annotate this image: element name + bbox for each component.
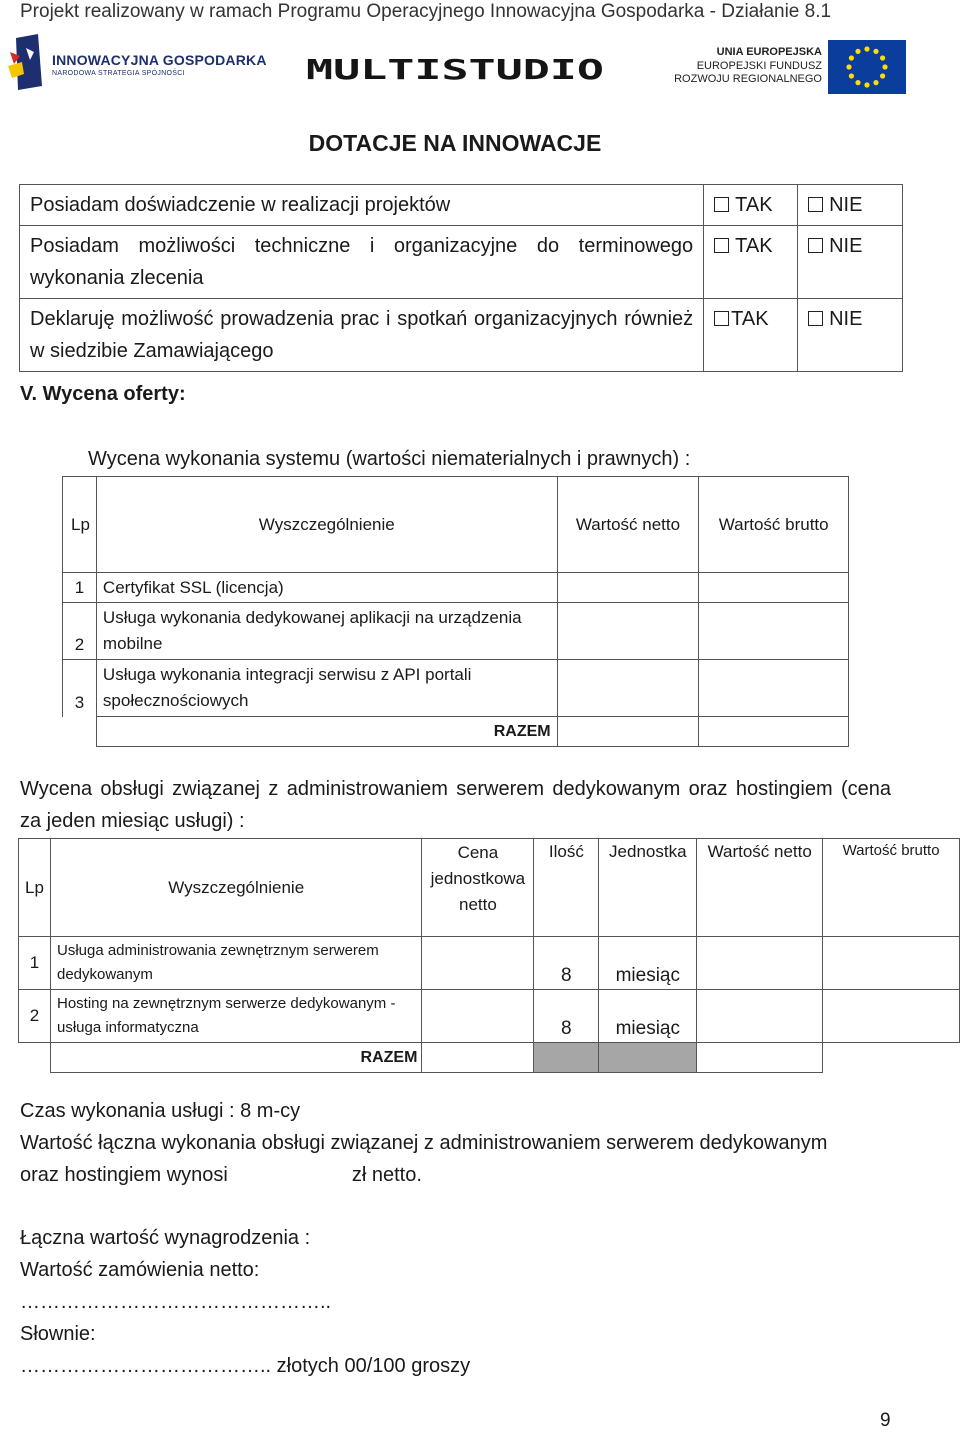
row-lp: 1 [19, 937, 51, 990]
company-name: MULTISTUDIO [306, 56, 604, 84]
innowacyjna-gospodarka-logo [8, 32, 267, 94]
declaration-row [20, 299, 903, 372]
document-title: DOTACJE NA INNOWACJE [308, 130, 602, 156]
header-net-value: Wartość netto [697, 839, 823, 937]
eu-star-icon [849, 73, 854, 78]
yes-option[interactable] [704, 299, 798, 372]
eu-star-icon [864, 46, 869, 51]
eu-flag-icon [828, 40, 906, 94]
hosting-pricing-table [18, 838, 960, 1073]
checkbox-icon[interactable] [714, 197, 729, 212]
in-words-line[interactable]: ……………………………….. złotych 00/100 groszy [20, 1355, 471, 1377]
eu-logo [674, 38, 910, 94]
yes-label: TAK [731, 308, 769, 330]
eu-star-icon [849, 55, 854, 60]
no-option[interactable] [798, 226, 903, 299]
multistudio-logo [304, 56, 606, 84]
in-words-label: Słownie: [20, 1323, 96, 1345]
empty-cell [63, 717, 97, 747]
unit-price-cell[interactable] [422, 937, 534, 990]
row-item: Usługa wykonania integracji serwisu z API portali społecznościowych [96, 660, 557, 717]
empty-cell [823, 1043, 960, 1073]
yes-label: TAK [735, 235, 773, 257]
ig-flag-icon [8, 34, 42, 90]
total-unit-price-cell[interactable] [422, 1043, 534, 1073]
header-lp: Lp [63, 477, 97, 573]
row-item: Certyfikat SSL (licencja) [96, 573, 557, 603]
header-item: Wyszczególnienie [50, 839, 421, 937]
total-gross-cell[interactable] [699, 717, 849, 747]
total-net-cell[interactable] [557, 717, 699, 747]
declaration-question: Deklaruję możliwość prowadzenia prac i spotkań organizacyjnych również w siedzibie Zamawiającego [20, 299, 704, 372]
ig-logo-subtitle: NARODOWA STRATEGIA SPÓJNOŚCI [52, 70, 185, 77]
table-row [19, 990, 960, 1043]
table-row [19, 937, 960, 990]
gross-value-cell[interactable] [699, 573, 849, 603]
row-lp: 2 [19, 990, 51, 1043]
row-unit: miesiąc [599, 990, 697, 1043]
gross-value-cell[interactable] [823, 990, 960, 1043]
unit-price-cell[interactable] [422, 990, 534, 1043]
no-label: NIE [829, 235, 863, 257]
yes-option[interactable] [704, 185, 798, 226]
header-item: Wyszczególnienie [96, 477, 557, 573]
row-item: Usługa administrowania zewnętrznym serwerem dedykowanym [50, 937, 421, 990]
hosting-total-line: Wartość łączna wykonania obsługi związanej z administrowaniem serwerem dedykowanym [20, 1132, 828, 1154]
no-option[interactable] [798, 299, 903, 372]
row-quantity: 8 [534, 990, 599, 1043]
ig-logo-title: INNOWACYJNA GOSPODARKA [52, 52, 267, 68]
net-value-cell[interactable] [697, 990, 823, 1043]
program-header-line: Projekt realizowany w ramach Programu Operacyjnego Innowacyjna Gospodarka - Działanie 8.1 [20, 1, 832, 22]
eu-star-icon [880, 55, 885, 60]
table-row [63, 573, 849, 603]
total-label: RAZEM [50, 1043, 421, 1073]
row-lp: 3 [63, 660, 97, 717]
table-row [63, 660, 849, 717]
net-value-cell[interactable] [557, 573, 699, 603]
section-title: V. Wycena oferty: [20, 383, 186, 405]
no-label: NIE [829, 194, 863, 216]
checkbox-icon[interactable] [808, 238, 823, 253]
no-label: NIE [829, 308, 863, 330]
declaration-row [20, 226, 903, 299]
hosting-pricing-heading: Wycena obsługi związanej z administrowaniem serwerem dedykowanym oraz hostingiem (cena za jeden miesiąc usługi) : [20, 778, 891, 832]
row-item: Usługa wykonania dedykowanej aplikacji na urządzenia mobilne [96, 603, 557, 660]
table-row [63, 603, 849, 660]
eu-star-icon [873, 80, 878, 85]
gross-value-cell[interactable] [699, 603, 849, 660]
yes-label: TAK [735, 194, 773, 216]
net-value-cell[interactable] [697, 937, 823, 990]
empty-cell [19, 1043, 51, 1073]
total-remuneration-label: Łączna wartość wynagrodzenia : [20, 1227, 311, 1249]
yes-option[interactable] [704, 226, 798, 299]
declaration-question: Posiadam możliwości techniczne i organizacyjne do terminowego wykonania zlecenia [20, 226, 704, 299]
table-header-row [63, 477, 849, 573]
eu-logo-line3: ROZWOJU REGIONALNEGO [674, 73, 822, 85]
checkbox-icon[interactable] [808, 311, 823, 326]
hosting-total-currency: zł netto. [351, 1164, 422, 1186]
system-pricing-table [62, 476, 849, 747]
header-gross-value: Wartość brutto [699, 477, 849, 573]
multistudio-wordmark [304, 56, 606, 84]
checkbox-icon[interactable] [714, 311, 729, 326]
eu-star-icon [873, 49, 878, 54]
row-quantity: 8 [534, 937, 599, 990]
header-lp: Lp [19, 839, 51, 937]
total-label: RAZEM [96, 717, 557, 747]
declarations-table [19, 184, 903, 372]
declaration-question: Posiadam doświadczenie w realizacji projektów [20, 185, 704, 226]
page-number: 9 [880, 1410, 891, 1431]
gross-value-cell[interactable] [699, 660, 849, 717]
row-item: Hosting na zewnętrznym serwerze dedykowanym - usługa informatyczna [50, 990, 421, 1043]
eu-star-icon [880, 73, 885, 78]
eu-star-icon [882, 64, 887, 69]
duration-line: Czas wykonania usługi : 8 m-cy [20, 1100, 301, 1122]
net-value-cell[interactable] [557, 660, 699, 717]
net-value-dots[interactable]: ……………………………………….. [20, 1291, 332, 1313]
eu-star-icon [855, 49, 860, 54]
eu-logo-line1: UNIA EUROPEJSKA [716, 46, 822, 58]
gross-value-cell[interactable] [823, 937, 960, 990]
net-value-label: Wartość zamówienia netto: [20, 1259, 260, 1281]
net-value-cell[interactable] [557, 603, 699, 660]
row-unit: miesiąc [599, 937, 697, 990]
hosting-total-text: oraz hostingiem wynosi [20, 1164, 228, 1186]
checkbox-icon[interactable] [808, 197, 823, 212]
row-lp: 2 [63, 603, 97, 660]
hosting-total-line-2 [20, 1159, 422, 1191]
eu-logo-line2: EUROPEJSKI FUNDUSZ [696, 60, 822, 72]
declaration-row [20, 185, 903, 226]
total-net-cell[interactable] [697, 1043, 823, 1073]
no-option[interactable] [798, 185, 903, 226]
shaded-cell [599, 1043, 697, 1073]
table-total-row [63, 717, 849, 747]
shaded-cell [534, 1043, 599, 1073]
header-net-value: Wartość netto [557, 477, 699, 573]
eu-star-icon [846, 64, 851, 69]
table-header-row [19, 839, 960, 937]
eu-star-icon [855, 80, 860, 85]
header-unit: Jednostka [599, 839, 697, 937]
header-gross-value: Wartość brutto [823, 839, 960, 937]
eu-star-icon [864, 82, 869, 87]
header-unit-price: Cena jednostkowa netto [422, 839, 534, 937]
header-quantity: Ilość [534, 839, 599, 937]
system-pricing-heading: Wycena wykonania systemu (wartości niematerialnych i prawnych) : [88, 448, 691, 470]
checkbox-icon[interactable] [714, 238, 729, 253]
row-lp: 1 [63, 573, 97, 603]
table-total-row [19, 1043, 960, 1073]
